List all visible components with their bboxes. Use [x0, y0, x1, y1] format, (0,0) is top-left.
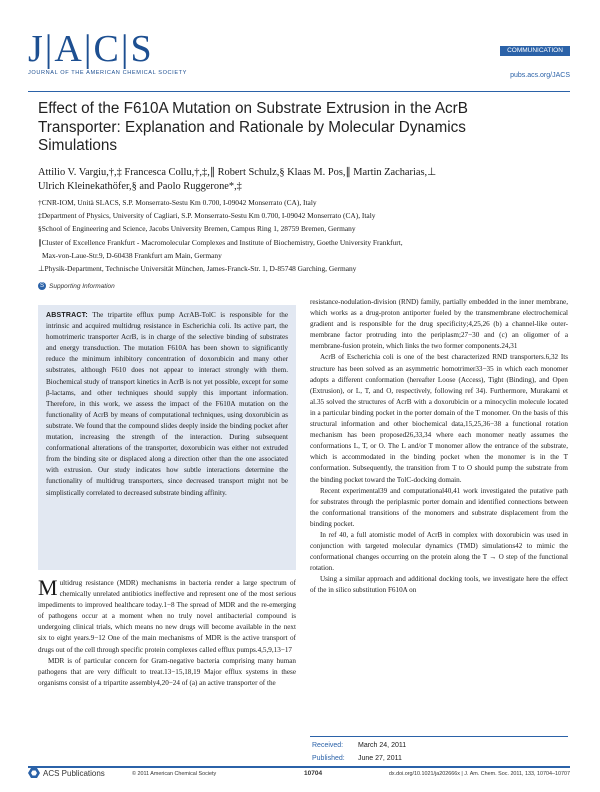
journal-url-link[interactable]: pubs.acs.org/JACS	[510, 72, 570, 79]
page-footer	[28, 769, 570, 781]
supporting-info-label: Supporting Information	[49, 282, 115, 290]
published-date: Published: June 27, 2011	[312, 754, 402, 762]
journal-name: JOURNAL OF THE AMERICAN CHEMICAL SOCIETY	[28, 70, 187, 76]
paragraph: Multidrug resistance (MDR) mechanisms in bacteria render a large spectrum of chemically unrelated antibiotics ineffective and represent one of the most serious impediments to improved healthcare today.1−8 The spread of MDR and the re-emerging of pathogens occur at a moment when no truly novel antibacterial compound is undergoing clinical trials, which means no new drugs will become available in the next six to eight years.9−12 One of the main mechanisms of MDR is the active transport of drugs out of the cell through specific protein complexes called efflux pumps.4,5,9,13−17	[38, 575, 296, 654]
affiliation: §School of Engineering and Science, Jacobs University Bremen, Campus Ring 1, 28759 Bremen, Germany	[38, 224, 356, 234]
doi-citation[interactable]: dx.doi.org/10.1021/ja202666x | J. Am. Chem. Soc. 2011, 133, 10704–10707	[388, 771, 570, 777]
journal-masthead	[28, 30, 187, 76]
body-right-column	[310, 297, 568, 597]
affiliation: ∥Cluster of Excellence Frankfurt - Macromolecular Complexes and Institute of Biochemistry, Goethe University Frankfurt,	[38, 237, 403, 247]
author-line: Ulrich Kleinekathöfer,§ and Paolo Ruggerone*,‡	[38, 181, 242, 192]
paragraph: Recent experimental39 and computational40,41 work investigated the putative path for substrates through the periplasmic porter domain and identified connections between the conformational transitions of the monomers and substrate displacement from the binding pocket.	[310, 486, 568, 528]
copyright: © 2011 American Chemical Society	[132, 771, 217, 777]
footer-divider	[28, 766, 570, 768]
drop-cap: M	[38, 575, 58, 600]
abstract-label: ABSTRACT:	[46, 312, 88, 319]
paragraph: In ref 40, a full atomistic model of AcrB in complex with doxorubicin was used in conjunction with targeted molecular dynamics (TMD) simulations42 to mimic the conformational changes occurring on the protein along the T → O step of the functional rotation.	[310, 530, 568, 573]
affiliation: Max-von-Laue-Str.9, D-60438 Frankfurt am Main, Germany	[42, 250, 222, 260]
acs-publications-logo[interactable]: ACS Publications	[28, 768, 105, 778]
paragraph: MDR is of particular concern for Gram-negative bacteria comprising many human pathogens that are very difficult to treat.13−15,18,19 Major efflux systems in these organisms consist of a tripartite assembly4,20−24 of (a) an active transporter of the	[38, 656, 296, 687]
section-label: COMMUNICATION	[500, 46, 570, 56]
affiliation: ⊥Physik-Department, Technische Universität München, James-Franck-Str. 1, D-85748 Garching, Germany	[38, 264, 357, 274]
supporting-info-link[interactable]	[38, 282, 115, 290]
journal-logo[interactable]: J|A|C|S	[28, 28, 153, 70]
paragraph: resistance-nodulation-division (RND) family, partially embedded in the inner membrane, which works as a drug-proton antiporter fueled by the transmembrane electrochemical gradient and is responsible for the drug specificity;4,25,26 (b) a channel-like outer-membrane factor protruding into the periplasm;27−30 and (c) an oligomer of a membrane-fusion protein, which links the two former components.24,31	[310, 298, 568, 351]
article-title: Effect of the F610A Mutation on Substrate Extrusion in the AcrB Transporter: Explanation and Rationale by Molecular Dynamics Simulations	[38, 100, 468, 155]
abstract-text: The tripartite efflux pump AcrAB-TolC is responsible for the intrinsic and acquired multidrug resistance in Escherichia coli. Its active part, the homotrimeric transporter AcrB, is in charge of the selective binding of substrates and energy transduction. The mutation F610A has been shown to significantly reduce the minimum inhibitory concentration of doxorubicin and many other substrates, although F610 does not appear to interact strongly with them. Biochemical study of transport kinetics in AcrB is not yet possible, except for some β-lactams, and other techniques should supply this important information. Therefore, in this work, we assess the impact of the F610A mutation on the functionality of AcrB by means of computational techniques, using doxorubicin as substrate. We found that the compound slides deeply inside the binding pocket after mutation, increasing the strength of the interaction. During subsequent conformational alterations of the transporter, doxorubicin was either not extruded from the binding site or displaced along a direction other than the one associated with extrusion. Our study indicates how subtle interactions determine the functionality of multidrug transporters, since decreased transport might not be simplistically correlated to decreased substrate binding affinity.	[46, 311, 289, 497]
author-list	[38, 166, 558, 194]
body-left-column	[38, 575, 296, 689]
page-number: 10704	[304, 770, 323, 777]
paragraph: AcrB of Escherichia coli is one of the best characterized RND transporters.6,32 Its structure has been solved as an asymmetric homotrimer33−35 in which each monomer adopts a different conformation (hereafter Loose (Access), Tight (Binding), and Open (Extrusion), or L, T, and O, respectively, following ref 34). Furthermore, Murakami et al.35 solved the structures of AcrB with a doxorubicin or a minocyclin molecule located in a particular binding pocket in the porter domain of the T monomer. On the basis of this structural information and other biochemical data,15,25,36−38 a functional rotation mechanism has been proposed26,33,34 where each monomer neatly assumes the conformations L, T, or O. The L and/or T monomer allow the entrance of the substrate, which is accommodated in the binding pocket when the monomer is in the T conformation. Subsequently, the transition from T to O should pump the substrate from the binding pocket toward the TolC-docking domain.	[310, 353, 568, 484]
affiliation: †CNR-IOM, Unità SLACS, S.P. Monserrato-Sestu Km 0.700, I-09042 Monserrato (CA), Italy	[38, 198, 317, 207]
publication-dates	[312, 740, 406, 765]
acs-hexagon-icon	[28, 768, 40, 778]
affiliation-list	[38, 196, 578, 275]
header-divider	[28, 91, 570, 92]
info-icon: S	[39, 283, 44, 289]
received-date: Received: March 24, 2011	[312, 742, 407, 749]
paragraph: Using a similar approach and additional docking tools, we investigate here the effect of the in silico substitution F610A on	[310, 575, 568, 595]
dates-divider	[310, 736, 568, 737]
affiliation: ‡Department of Physics, University of Cagliari, S.P. Monserrato-Sestu Km 0.700, I-09042 Monserrato (CA), Italy	[38, 211, 376, 221]
author-line: Attilio V. Vargiu,†,‡ Francesca Collu,†,‡,∥ Robert Schulz,§ Klaas M. Pos,∥ Martin Zacharias,⊥	[38, 167, 437, 178]
abstract-box	[38, 305, 296, 570]
